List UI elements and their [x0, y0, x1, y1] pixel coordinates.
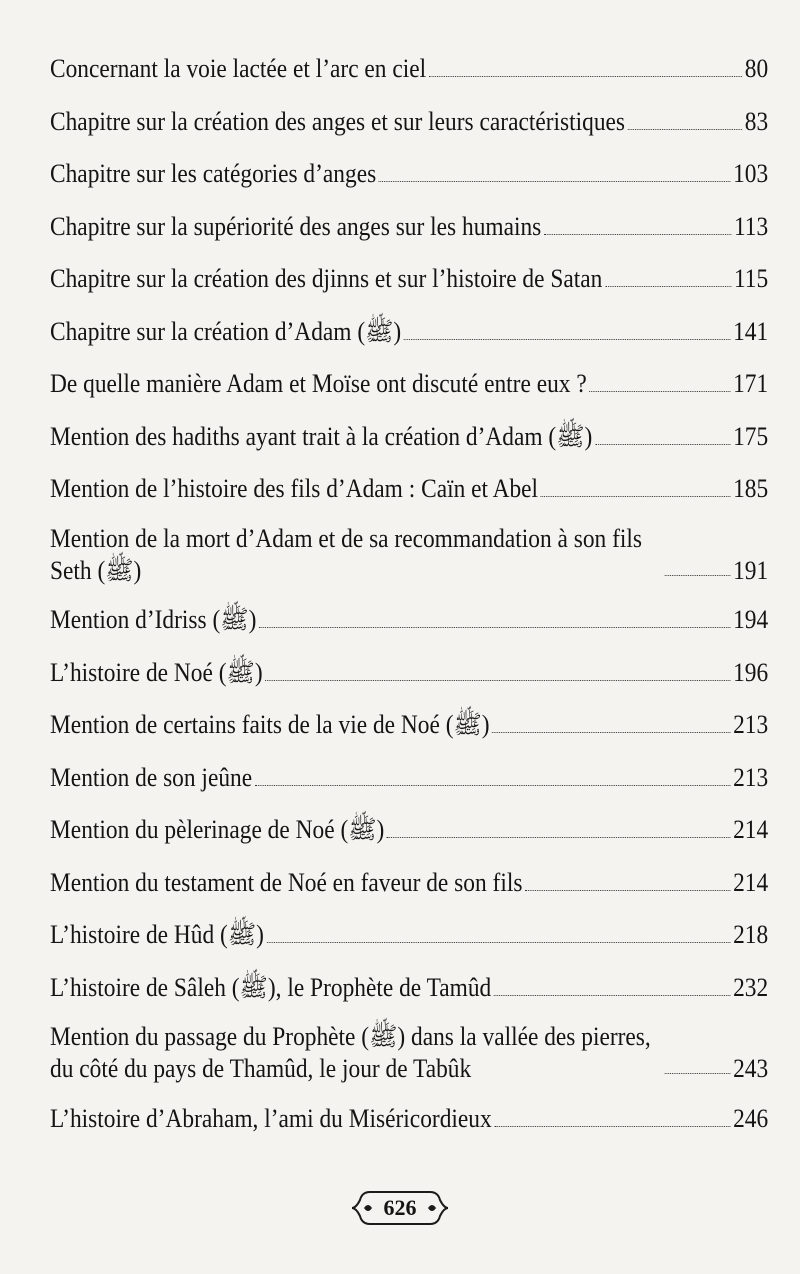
toc-entry-title: Mention de certains faits de la vie de Noé (ﷺ): [50, 710, 490, 739]
toc-entry-title: Mention du testament de Noé en faveur de son fils: [50, 867, 523, 897]
toc-entry: [50, 1021, 768, 1085]
toc-entry-title: Chapitre sur la création des djinns et sur l’histoire de Satan: [50, 264, 603, 293]
toc-entry-page: 232: [733, 972, 769, 1002]
dot-leader: [595, 443, 730, 445]
table-of-contents: [50, 50, 768, 1152]
dot-leader: [267, 941, 731, 943]
toc-entry-page: 175: [733, 421, 769, 451]
toc-entry-page: 194: [733, 605, 769, 634]
toc-entry-page: 115: [733, 264, 769, 293]
toc-entry-title: Concernant la voie lactée et l’arc en ciel: [50, 54, 427, 83]
toc-entry-title: Chapitre sur la création d’Adam (ﷺ): [50, 316, 402, 346]
toc-entry: [50, 1100, 768, 1138]
page-number-frame: [350, 1186, 450, 1230]
dot-leader: [404, 338, 730, 340]
toc-entry-page: 113: [733, 211, 769, 241]
dot-leader: [259, 626, 730, 628]
toc-entry-title: L’histoire de Noé (ﷺ): [50, 657, 263, 687]
dot-leader: [541, 495, 731, 497]
toc-entry-page: 141: [733, 316, 769, 346]
toc-entry-page: 191: [733, 555, 769, 585]
toc-entry-page: 214: [733, 815, 769, 844]
toc-entry: [50, 969, 768, 1007]
toc-entry: [50, 365, 768, 403]
toc-entry-title: L’histoire de Hûd (ﷺ): [50, 920, 264, 949]
dot-leader: [589, 390, 730, 392]
toc-entry: [50, 523, 768, 587]
dot-leader: [525, 889, 730, 891]
toc-entry: [50, 759, 768, 797]
dot-leader: [494, 1125, 730, 1127]
toc-entry-title: L’histoire de Sâleh (ﷺ), le Prophète de Tamûd: [50, 972, 492, 1002]
toc-entry: [50, 313, 768, 351]
toc-entry-page: 213: [733, 710, 769, 739]
toc-entry: [50, 654, 768, 692]
toc-entry-page: 213: [733, 762, 769, 792]
toc-entry-title: Mention de la mort d’Adam et de sa recommandation à son fils Seth (ﷺ): [50, 523, 643, 585]
toc-entry-title: Mention d’Idriss (ﷺ): [50, 605, 257, 634]
toc-entry-title: L’histoire d’Abraham, l’ami du Miséricordieux: [50, 1103, 492, 1133]
toc-entry-title: Chapitre sur la création des anges et sur leurs caractéristiques: [50, 106, 626, 136]
toc-entry-title: Chapitre sur les catégories d’anges: [50, 159, 377, 188]
toc-entry-page: 185: [733, 474, 769, 503]
dot-leader: [665, 1072, 731, 1074]
toc-entry: [50, 706, 768, 744]
dot-leader: [265, 679, 730, 681]
dot-leader: [665, 574, 731, 576]
toc-entry: [50, 811, 768, 849]
toc-entry-title: Mention des hadiths ayant trait à la création d’Adam (ﷺ): [50, 421, 593, 451]
dot-leader: [387, 836, 730, 838]
dot-leader: [429, 75, 742, 77]
toc-entry: [50, 155, 768, 193]
toc-entry: [50, 916, 768, 954]
toc-entry: [50, 470, 768, 508]
toc-entry: [50, 601, 768, 639]
toc-entry-page: 171: [733, 369, 769, 398]
dot-leader: [492, 731, 730, 733]
toc-entry-page: 218: [733, 920, 769, 949]
page-footer: [0, 1186, 800, 1230]
toc-entry: [50, 208, 768, 246]
dot-leader: [605, 285, 731, 287]
toc-entry-page: 243: [733, 1054, 769, 1083]
toc-entry-page: 80: [744, 54, 769, 83]
page-number: 626: [383, 1195, 417, 1220]
toc-entry-page: 83: [744, 106, 769, 136]
dot-leader: [628, 128, 742, 130]
toc-entry-page: 103: [733, 159, 769, 188]
toc-entry-page: 214: [733, 867, 769, 897]
dot-leader: [255, 784, 731, 786]
toc-entry-title: Mention du pèlerinage de Noé (ﷺ): [50, 815, 385, 844]
dot-leader: [379, 180, 731, 182]
toc-entry-title: Chapitre sur la supériorité des anges sur les humains: [50, 211, 542, 241]
toc-entry-title: De quelle manière Adam et Moïse ont discuté entre eux ?: [50, 369, 587, 398]
toc-entry-page: 246: [733, 1103, 769, 1133]
toc-entry-title: Mention de son jeûne: [50, 762, 253, 792]
dot-leader: [494, 994, 730, 996]
toc-entry-title: Mention du passage du Prophète (ﷺ) dans la vallée des pierres, du côté du pays de Thamûd, le jour de Tabûk: [50, 1022, 651, 1083]
toc-entry: [50, 418, 768, 456]
toc-entry: [50, 864, 768, 902]
toc-entry-page: 196: [733, 657, 769, 687]
toc-entry: [50, 103, 768, 141]
toc-entry: [50, 50, 768, 88]
toc-entry-title: Mention de l’histoire des fils d’Adam : Caïn et Abel: [50, 474, 539, 503]
dot-leader: [544, 233, 731, 235]
toc-entry: [50, 260, 768, 298]
